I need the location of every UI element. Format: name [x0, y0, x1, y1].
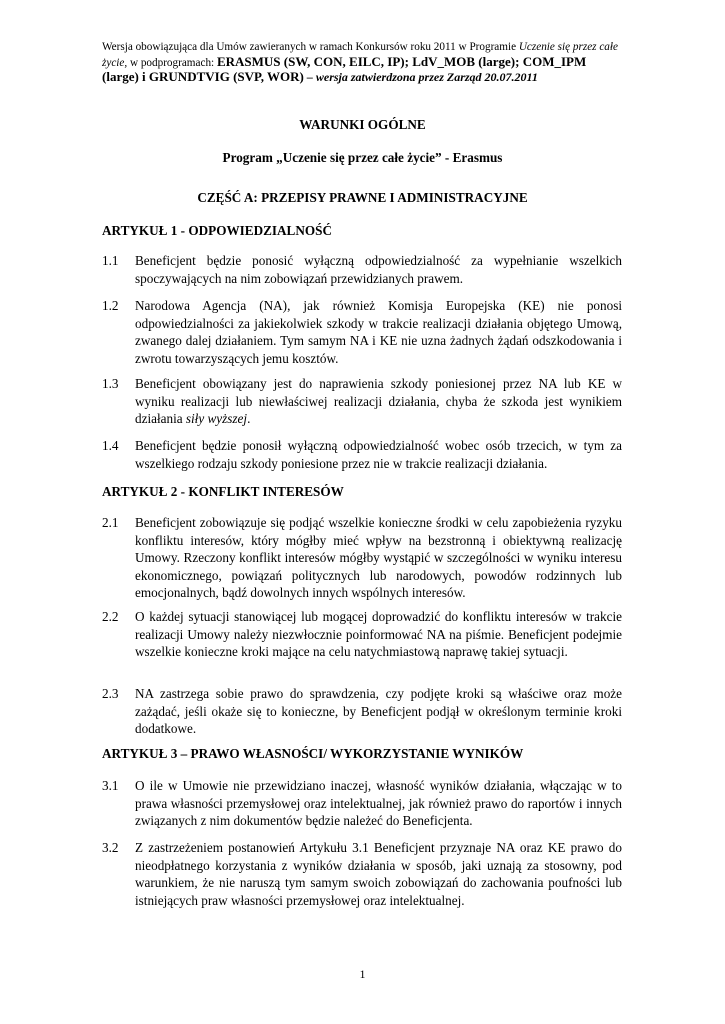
paragraph-text-end: . — [247, 411, 251, 427]
paragraph-text: Z zastrzeżeniem postanowień Artykułu 3.1 Beneficjent przyznaje NA oraz KE prawo do nieodpłatnego korzystania z wyników działania w sposób, jaki uznają za stosowny, pod warunkiem, że nie naruszą tym samym swoich zobowiązań do zachowania poufności lub istniejących praw własności przemysłowej oraz intelektualnej. — [135, 840, 622, 908]
paragraph-text-wrap — [135, 375, 622, 428]
page-number: 1 — [359, 967, 366, 981]
paragraph-2-2 — [102, 608, 622, 661]
paragraph-1-1 — [102, 252, 622, 287]
force-majeure-term: siły wyższej — [185, 411, 248, 427]
paragraph-number: 3.2 — [102, 840, 119, 855]
paragraph-3-2 — [102, 839, 622, 909]
program-title: Program „Uczenie się przez całe życie” - Erasmus — [222, 150, 503, 165]
paragraph-text: O każdej sytuacji stanowiącej lub mogącej doprowadzić do konfliktu interesów w trakcie realizacji Umowy należy niezwłocznie poinformować NA na piśmie. Beneficjent podejmie wszelkie konieczne kroki mające na celu natychmiastową naprawę takiej sytuacji. — [135, 609, 622, 660]
paragraph-2-1 — [102, 514, 622, 602]
paragraph-text: Beneficjent będzie ponosić wyłączną odpowiedzialność za wypełnianie wszelkich spoczywających na nim zobowiązań przewidzianych prawem. — [135, 253, 622, 286]
paragraph-number: 3.1 — [102, 778, 119, 793]
header-text-subprograms: w podprogramach: — [127, 56, 217, 69]
header-text: Wersja obowiązująca dla Umów zawieranych w ramach Konkursów roku 2011 w Programie — [102, 41, 519, 53]
header-subprograms-list: ERASMUS (SW, CON, EILC, IP); LdV_MOB (large); COM_IPM (large) i GRUNDTVIG (SVP, WOR) — [102, 53, 587, 84]
article-1-heading: ARTYKUŁ 1 - ODPOWIEDZIALNOŚĆ — [102, 223, 332, 238]
paragraph-text: Narodowa Agencja (NA), jak również Komisja Europejska (KE) nie ponosi odpowiedzialności za jakiekolwiek szkody w trakcie realizacji działania objętego Umową, zwanego dalej działaniem. Tym samym NA i KE nie uzna żadnych żądań odszkodowania i zwrotu towarzyszących jemu kosztów. — [135, 298, 622, 366]
paragraph-text: Beneficjent obowiązany jest do naprawienia szkody poniesionej przez NA lub KE w wyniku realizacji lub niewłaściwej realizacji działania, chyba że szkoda jest wynikiem działania — [135, 376, 622, 427]
paragraph-1-3 — [102, 375, 622, 428]
paragraph-1-4 — [102, 437, 622, 472]
article-3-heading: ARTYKUŁ 3 – PRAWO WŁASNOŚCI/ WYKORZYSTANIE WYNIKÓW — [102, 746, 524, 761]
paragraph-text: Beneficjent będzie ponosił wyłączną odpowiedzialność wobec osób trzecich, w tym za wszelkiego rodzaju szkody poniesione przez nie w trakcie realizacji działania. — [135, 438, 622, 471]
header-approval: – wersja zatwierdzona przez Zarząd 20.07.2011 — [303, 70, 538, 84]
paragraph-number: 2.2 — [102, 609, 119, 624]
paragraph-number: 2.3 — [102, 686, 119, 701]
paragraph-number: 2.1 — [102, 515, 119, 530]
version-header — [102, 40, 622, 86]
paragraph-1-2 — [102, 297, 622, 367]
paragraph-number: 1.4 — [102, 438, 119, 453]
paragraph-number: 1.1 — [102, 253, 119, 268]
paragraph-number: 1.2 — [102, 298, 119, 313]
part-title: CZĘŚĆ A: PRZEPISY PRAWNE I ADMINISTRACYJNE — [197, 190, 528, 205]
header-program-name: Uczenie się przez całe życie, — [102, 41, 618, 69]
paragraph-text: NA zastrzega sobie prawo do sprawdzenia, czy podjęte kroki są właściwe oraz może zażądać, jeśli okaże się to konieczne, by Beneficjent podjął w określonym terminie kroki dodatkowe. — [135, 686, 622, 737]
paragraph-text: Beneficjent zobowiązuje się podjąć wszelkie konieczne środki w celu zapobieżenia ryzyku konfliktu interesów, który mógłby mieć wpływ na bezstronną i obiektywną realizację Umowy. Rzeczony konflikt interesów mógłby wystąpić w szczególności w wyniku interesu ekonomicznego, powiązań politycznych lub narodowych, powodów rodzinnych lub emocjonalnych, bądź dowolnych innych wspólnych interesów. — [135, 515, 622, 601]
article-2-heading: ARTYKUŁ 2 - KONFLIKT INTERESÓW — [102, 484, 344, 499]
paragraph-number: 1.3 — [102, 376, 119, 391]
paragraph-text: O ile w Umowie nie przewidziano inaczej, własność wyników działania, włączając w to prawa własności przemysłowej oraz intelektualnej, jak również prawo do raportów i innych związanych z nim dokumentów będzie należeć do Beneficjenta. — [135, 778, 622, 829]
document-title: WARUNKI OGÓLNE — [299, 117, 426, 132]
paragraph-3-1 — [102, 777, 622, 830]
paragraph-2-3 — [102, 685, 622, 738]
